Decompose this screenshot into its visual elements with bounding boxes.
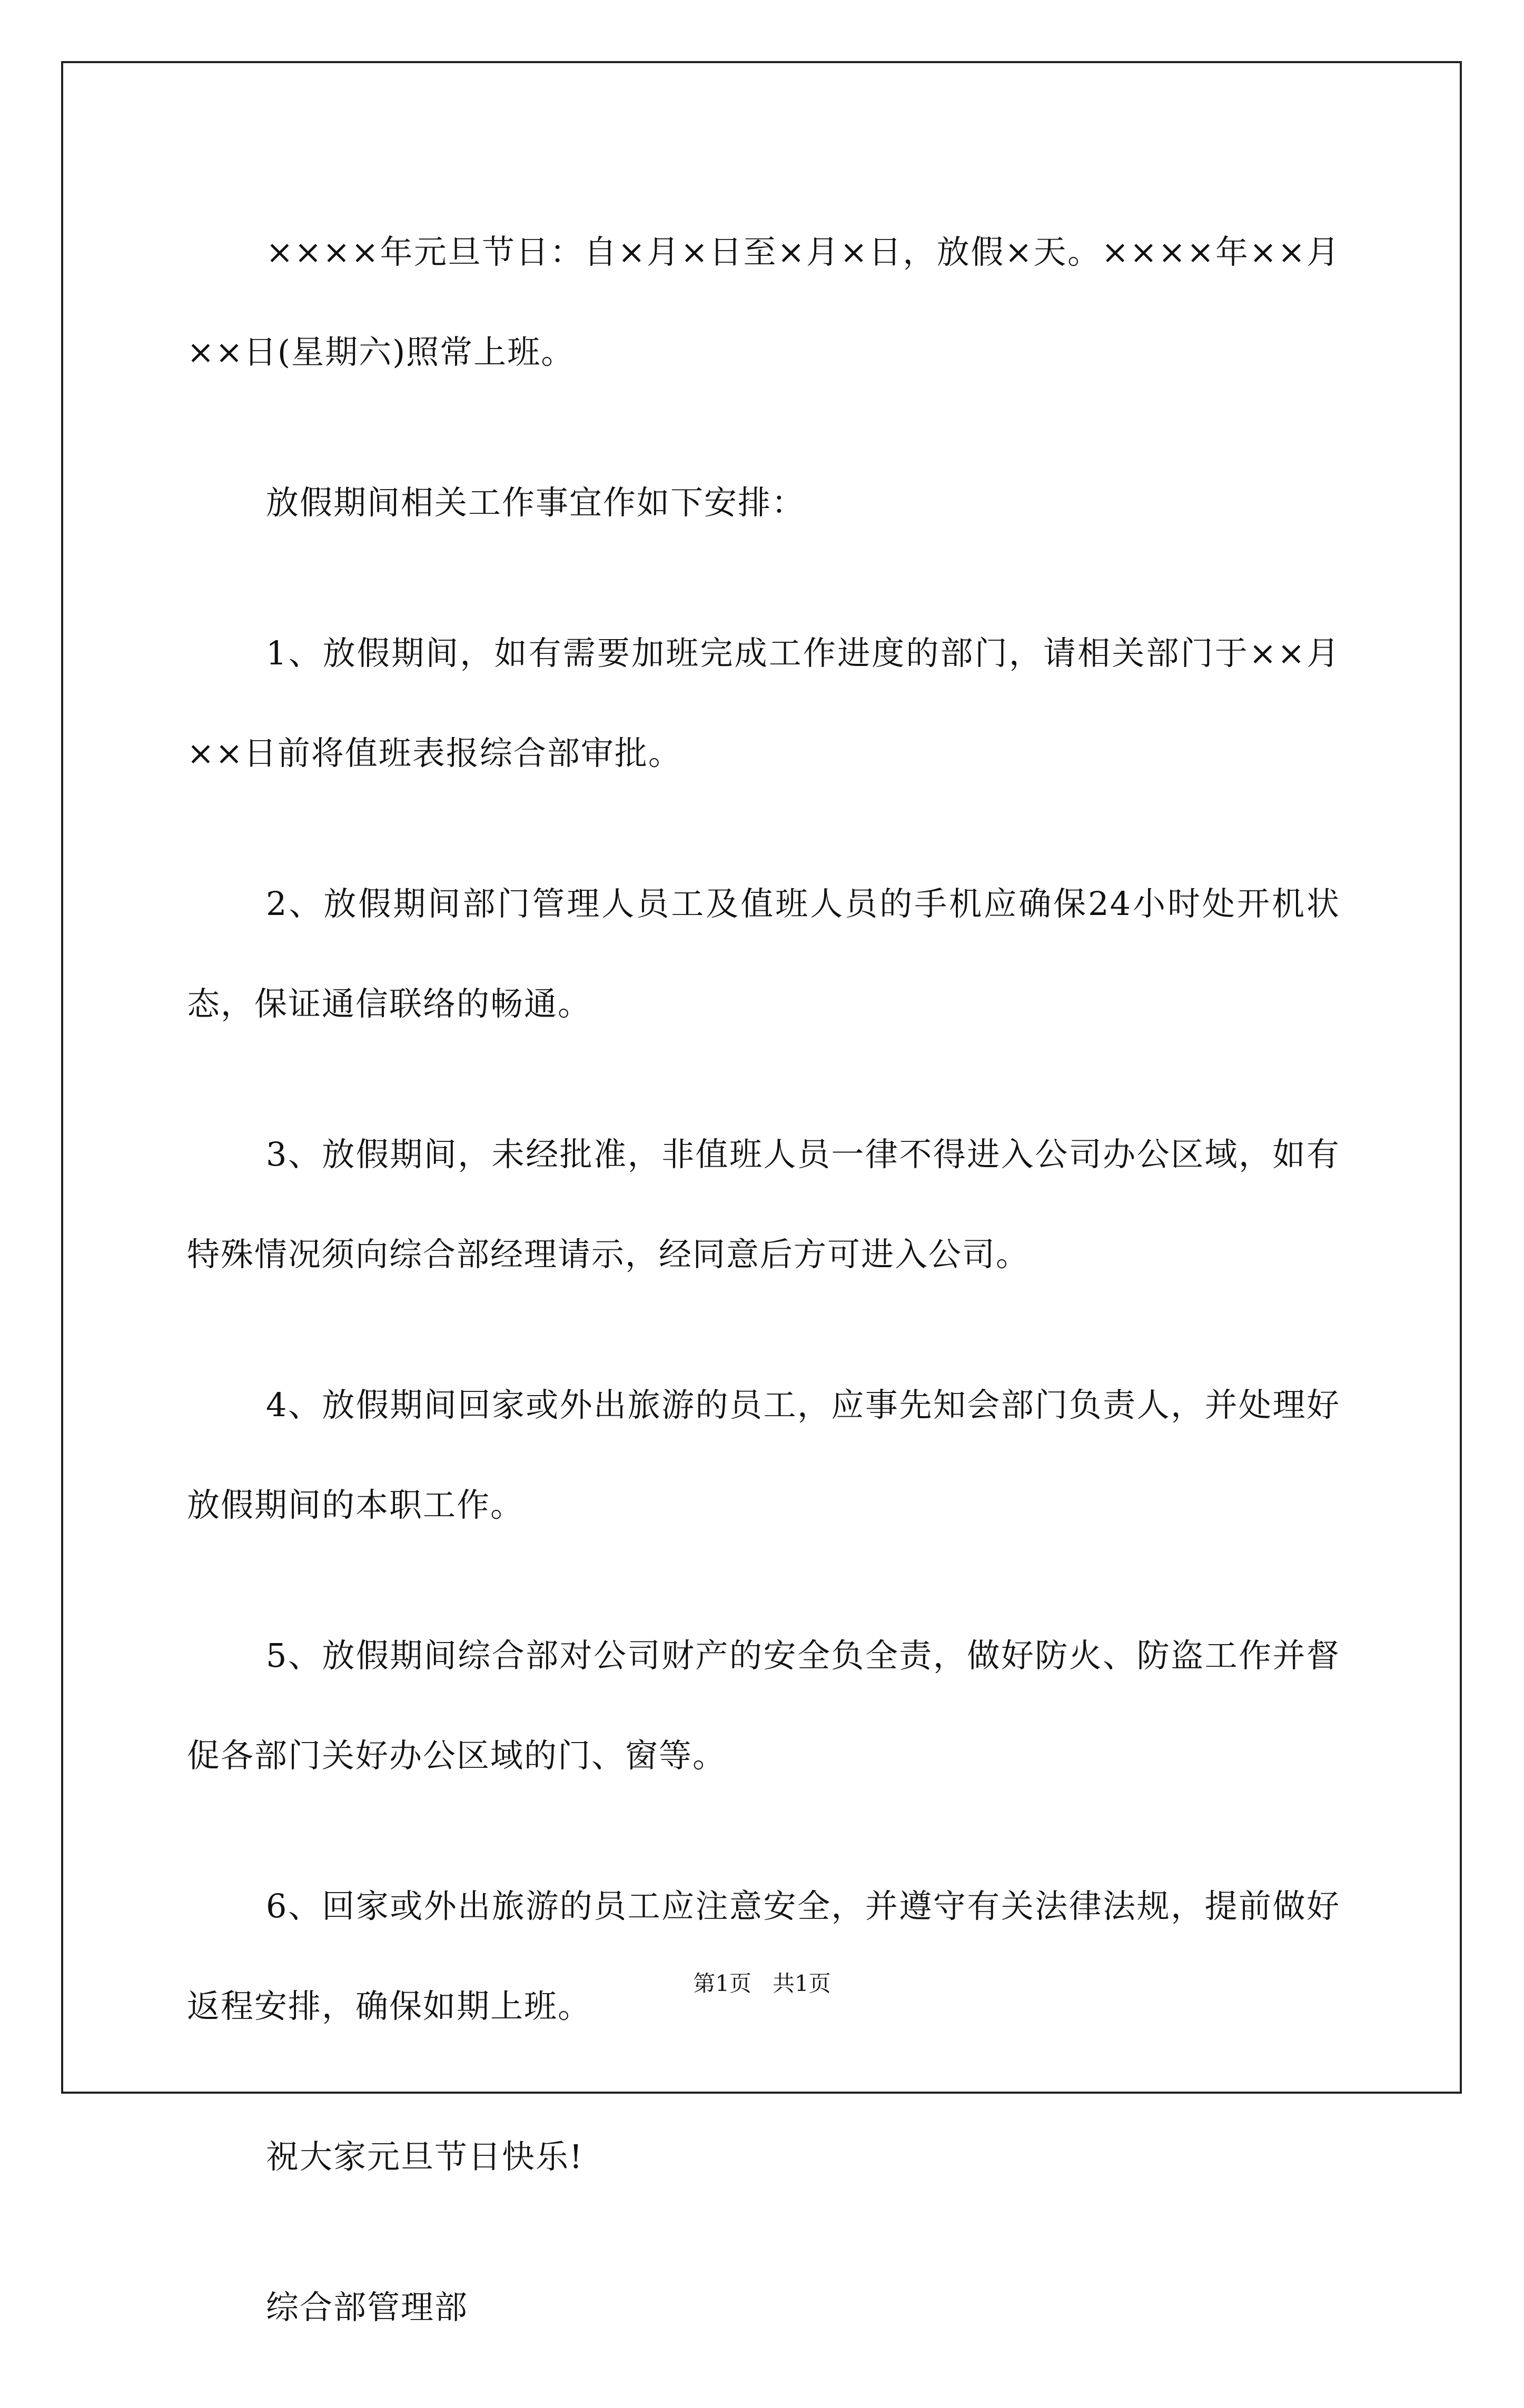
paragraph-item-6: 6、回家或外出旅游的员工应注意安全，并遵守有关法律法规，提前做好返程安排，确保如期上班。 [187,1887,1340,2025]
paragraph-item-4: 4、放假期间回家或外出旅游的员工，应事先知会部门负责人，并处理好放假期间的本职工作。 [187,1386,1340,1524]
paragraph-item-1: 1、放假期间，如有需要加班完成工作进度的部门，请相关部门于××月××日前将值班表报综合部审批。 [187,634,1340,772]
paragraph-greeting: 祝大家元旦节日快乐! [266,2137,583,2176]
paragraph-holiday-dates: ××××年元旦节日：自×月×日至×月×日，放假×天。××××年××月××日(星期六)照常上班。 [187,233,1340,371]
paragraph-item-2: 2、放假期间部门管理人员工及值班人员的手机应确保24小时处开机状态，保证通信联络的畅通。 [187,884,1340,1023]
paragraph-item-3: 3、放假期间，未经批准，非值班人员一律不得进入公司办公区域，如有特殊情况须向综合部经理请示，经同意后方可进入公司。 [187,1135,1340,1273]
paragraph-arrangements-intro: 放假期间相关工作事宜作如下安排： [266,483,806,522]
page-footer [0,1966,1524,1998]
page-number-label: 第1页 [693,1971,751,1996]
page-total-label: 共1页 [773,1971,831,1996]
paragraph-item-5: 5、放假期间综合部对公司财产的安全负全责，做好防火、防盗工作并督促各部门关好办公区域的门、窗等。 [187,1636,1340,1775]
paragraph-signature: 综合部管理部 [266,2288,469,2326]
document-body [187,202,1340,2408]
